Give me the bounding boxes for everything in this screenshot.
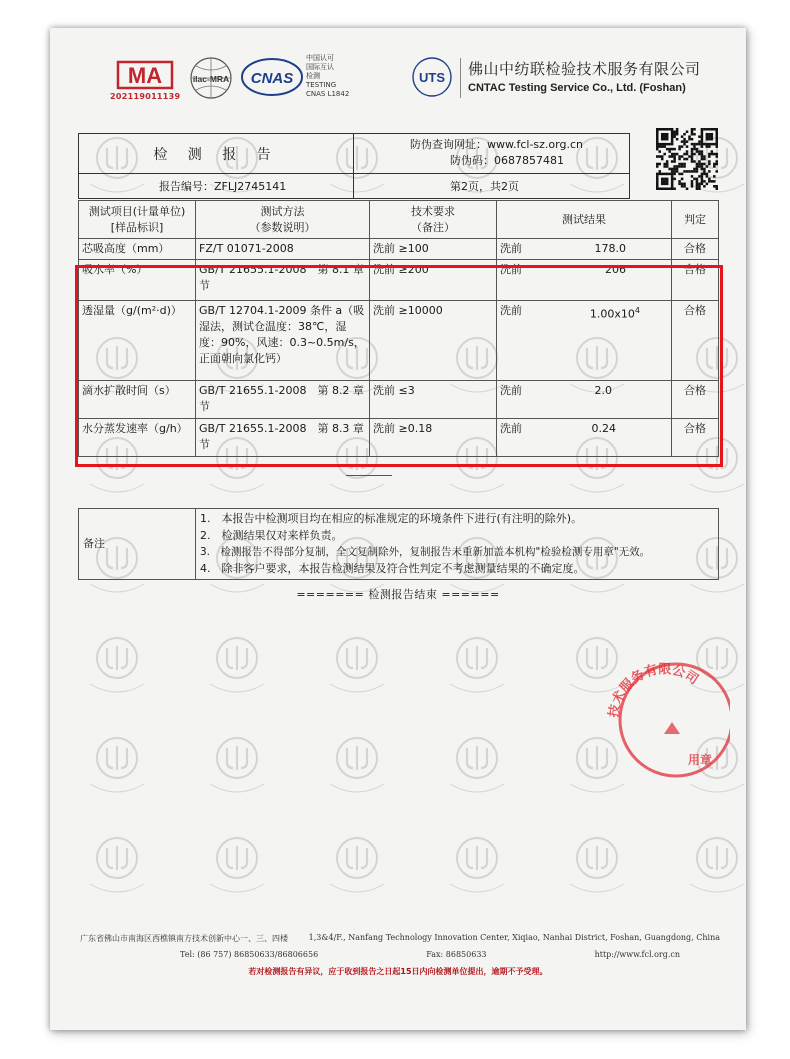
header-result-label: 测试结果 [562, 212, 606, 226]
header-test-item [79, 201, 196, 239]
watermark-logo-icon [80, 628, 154, 702]
cnas-line: 检测 [306, 72, 320, 80]
footer-fax: Fax: 86850633 [426, 950, 487, 959]
watermark-logo-icon [200, 828, 274, 902]
watermark-logo-icon [560, 828, 634, 902]
note-item: 1. 本报告中检测项目均在相应的标准规定的环境条件下进行(有注明的除外)。 [200, 512, 583, 525]
header-remark-label: （备注） [411, 220, 455, 234]
result-value: 0.24 [591, 422, 616, 435]
table-row [79, 239, 719, 260]
footer-tel: Tel: (86 757) 86850633/86806656 [180, 950, 319, 959]
uts-label: UTS [419, 70, 445, 85]
uts-logo-icon [410, 56, 454, 102]
result-label: 洗前 [500, 263, 522, 276]
cnas-line: 国际互认 [306, 63, 334, 71]
header-method-label: 测试方法 [260, 204, 305, 218]
row-result [497, 239, 672, 260]
watermark-logo-icon [320, 728, 394, 802]
watermark-logo-icon [80, 728, 154, 802]
result-value: 2.0 [594, 384, 612, 397]
row-judgement: 合格 [672, 239, 719, 260]
row-item: 水分蒸发速率（g/h） [79, 419, 196, 457]
watermark-logo-icon [680, 828, 754, 902]
note-item: 4. 除非客户要求，本报告检测结果及符合性判定不考虑测量结果的不确定度。 [200, 561, 585, 575]
row-item: 透湿量（g/(m²·d)） [79, 301, 196, 381]
header-requirement [370, 201, 497, 239]
qr-code-icon[interactable] [656, 128, 718, 190]
verify-code: 防伪码：0687857481 [450, 154, 564, 167]
watermark-logo-icon [80, 828, 154, 902]
company-name-cn: 佛山中纺联检验技术服务有限公司 [468, 60, 701, 78]
watermark-logo-icon [440, 828, 514, 902]
watermark-logo-icon [320, 628, 394, 702]
notes-content [196, 509, 719, 580]
header-result [497, 201, 672, 239]
result-label: 洗前 [500, 384, 522, 397]
header-sample-id-label: [样品标识] [110, 220, 164, 234]
row-method: FZ/T 01071-2008 [196, 239, 370, 260]
table-end-mark [346, 475, 392, 476]
report-end-line: ======= 检测报告结束 ====== [296, 588, 500, 601]
footer-notice: 若对检测报告有异议，应于收到报告之日起15日内向检测单位提出，逾期不予受理。 [248, 967, 548, 976]
result-value: 206 [605, 263, 626, 276]
stamp-subtext: 用章 [688, 753, 713, 767]
footer-website[interactable]: http://www.fcl.org.cn [594, 950, 680, 959]
header-param-label: （参数说明） [249, 220, 316, 234]
row-item: 吸水率（%） [79, 260, 196, 301]
row-method: GB/T 21655.1-2008 第 8.3 章节 [196, 419, 370, 457]
stamp-text: 技术服务有限公司 [606, 662, 701, 719]
official-stamp-icon [590, 648, 730, 788]
result-value: 1.00x10 [589, 307, 635, 321]
header-test-method [196, 201, 370, 239]
header-judgement [672, 201, 719, 239]
header-test-item-label: 测试项目(计量单位) [88, 204, 186, 218]
row-requirement: 洗前 ≥100 [370, 239, 497, 260]
result-exponent: 4 [634, 306, 640, 315]
cnas-line: TESTING [306, 81, 337, 89]
watermark-logo-icon [440, 728, 514, 802]
watermark-logo-icon [200, 728, 274, 802]
note-item: 3. 检测报告不得部分复制，全文复制除外，复制报告未重新加盖本机构"检验检测专用章"无效。 [200, 546, 651, 558]
page-info: 第2页，共2页 [450, 180, 519, 193]
row-judgement: 合格 [672, 381, 719, 419]
row-requirement: 洗前 ≥200 [370, 260, 497, 301]
row-method: GB/T 12704.1-2009 条件 a（吸湿法，测试仓温度：38℃，湿度：90%，风速：0.3~0.5m/s，正面朝向氯化钙） [196, 301, 370, 381]
result-label: 洗前 [500, 422, 522, 435]
footer-address-en: 1,3&4/F., Nanfang Technology Innovation Center, Xiqiao, Nanhai District, Foshan, Guangdong, China [308, 933, 720, 942]
cnas-line: CNAS L1842 [306, 90, 350, 98]
report-number: 报告编号：ZFLJ2745141 [159, 180, 287, 193]
row-judgement: 合格 [672, 301, 719, 381]
row-item: 滴水扩散时间（s） [79, 381, 196, 419]
ilac-label: ilac-MRA [192, 74, 230, 84]
header-judge-label: 判定 [684, 212, 706, 226]
ilac-mra-logo-icon [182, 52, 240, 112]
result-value: 178.0 [594, 242, 626, 255]
header-req-label: 技术要求 [411, 204, 455, 218]
footer-contact-row [180, 950, 680, 959]
note-item: 2. 检测结果仅对来样负责。 [200, 528, 343, 542]
company-name-en: CNTAC Testing Service Co., Ltd. (Foshan) [468, 82, 686, 94]
watermark-logo-icon [440, 628, 514, 702]
report-title-block [78, 133, 630, 199]
notes-label: 备注 [79, 509, 196, 580]
svg-text:技术服务有限公司 [606, 662, 702, 720]
result-label: 洗前 [500, 242, 522, 255]
notes-table [78, 508, 719, 580]
row-requirement: 洗前 ≤3 [370, 381, 497, 419]
row-item: 芯吸高度（mm） [79, 239, 196, 260]
highlight-box [75, 265, 723, 467]
cnas-line: 中国认可 [306, 54, 334, 62]
row-requirement: 洗前 ≥10000 [370, 301, 497, 381]
cnas-logo-icon [240, 56, 304, 98]
notes-row [79, 509, 719, 580]
row-method: GB/T 21655.1-2008 第 8.2 章节 [196, 381, 370, 419]
row-judgement: 合格 [672, 419, 719, 457]
verify-url: 防伪查询网址：www.fcl-sz.org.cn [410, 138, 583, 151]
row-method: GB/T 21655.1-2008 第 8.1 章节 [196, 260, 370, 301]
footer-address-row [80, 933, 720, 944]
report-sheet [50, 28, 746, 1030]
result-label: 洗前 [500, 304, 522, 317]
row-judgement: 合格 [672, 260, 719, 301]
watermark-logo-icon [320, 828, 394, 902]
cnas-label: CNAS [250, 70, 294, 87]
table-header-row [79, 201, 719, 239]
cma-date: 202119011139 [110, 92, 181, 101]
row-requirement: 洗前 ≥0.18 [370, 419, 497, 457]
footer-address-cn: 广东省佛山市南海区西樵镇南方技术创新中心一、三、四楼 [80, 934, 288, 943]
header-divider [460, 58, 461, 98]
cma-label: MA [127, 63, 163, 88]
watermark-logo-icon [200, 628, 274, 702]
report-title: 检 测 报 告 [153, 146, 279, 163]
cnas-accreditation-text [306, 54, 349, 99]
